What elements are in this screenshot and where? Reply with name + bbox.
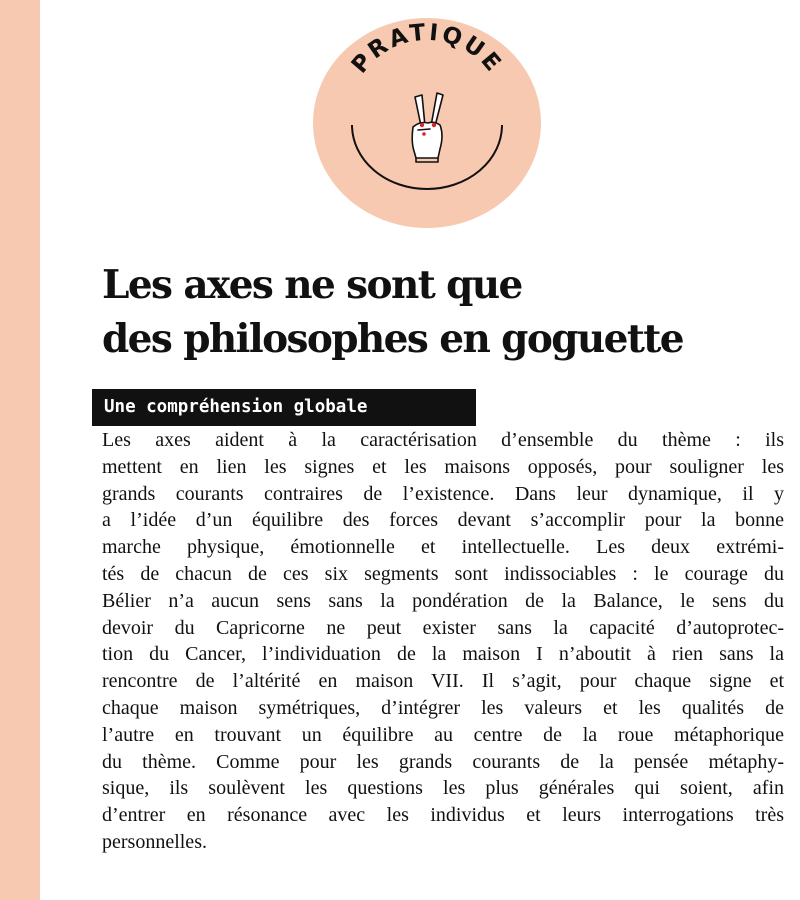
body-line: Bélier n’a aucun sens sans la pondération de la Balance, le sens du xyxy=(102,589,784,612)
pratique-badge xyxy=(312,17,542,229)
body-line: a l’idée d’un équilibre des forces devant s’accomplir pour la bonne xyxy=(102,509,784,532)
badge-label: PRATIQUE xyxy=(346,19,508,79)
title-line: Les axes ne sont que xyxy=(102,262,522,308)
body-line: rencontre de l’altérité en maison VII. Il s’agit, pour chaque signe et xyxy=(102,670,784,693)
body-paragraph xyxy=(102,427,784,856)
body-line: l’autre en trouvant un équilibre au centre de la roue métaphorique xyxy=(102,723,784,746)
body-line: du thème. Comme pour les grands courants de la pensée métaphy- xyxy=(102,750,784,773)
body-line: tés de chacun de ces six segments sont indissociables : le courage du xyxy=(102,562,784,585)
page-title xyxy=(102,258,762,366)
body-line: tion du Cancer, l’individuation de la maison I n’aboutit à rien sans la xyxy=(102,643,784,666)
body-line: sique, ils soulèvent les questions les plus générales qui soient, afin xyxy=(102,777,784,800)
side-accent-bar xyxy=(0,0,40,900)
body-line: marche physique, émotionnelle et intellectuelle. Les deux extrémi- xyxy=(102,536,784,559)
body-line: d’entrer en résonance avec les individus et leurs interrogations très xyxy=(102,804,784,827)
body-line: mettent en lien les signes et les maisons opposés, pour souligner les xyxy=(102,455,784,478)
body-line: grands courants contraires de l’existence. Dans leur dynamique, il y xyxy=(102,482,784,505)
body-line: chaque maison symétriques, d’intégrer les valeurs et les qualités de xyxy=(102,696,784,719)
body-line: Les axes aident à la caractérisation d’ensemble du thème : ils xyxy=(102,429,784,451)
body-line: personnelles. xyxy=(102,830,207,853)
section-label: Une compréhension globale xyxy=(92,389,476,426)
body-line: devoir du Capricorne ne peut exister sans la capacité d’autoprotec- xyxy=(102,616,784,639)
title-line: des philosophes en goguette xyxy=(102,316,683,362)
